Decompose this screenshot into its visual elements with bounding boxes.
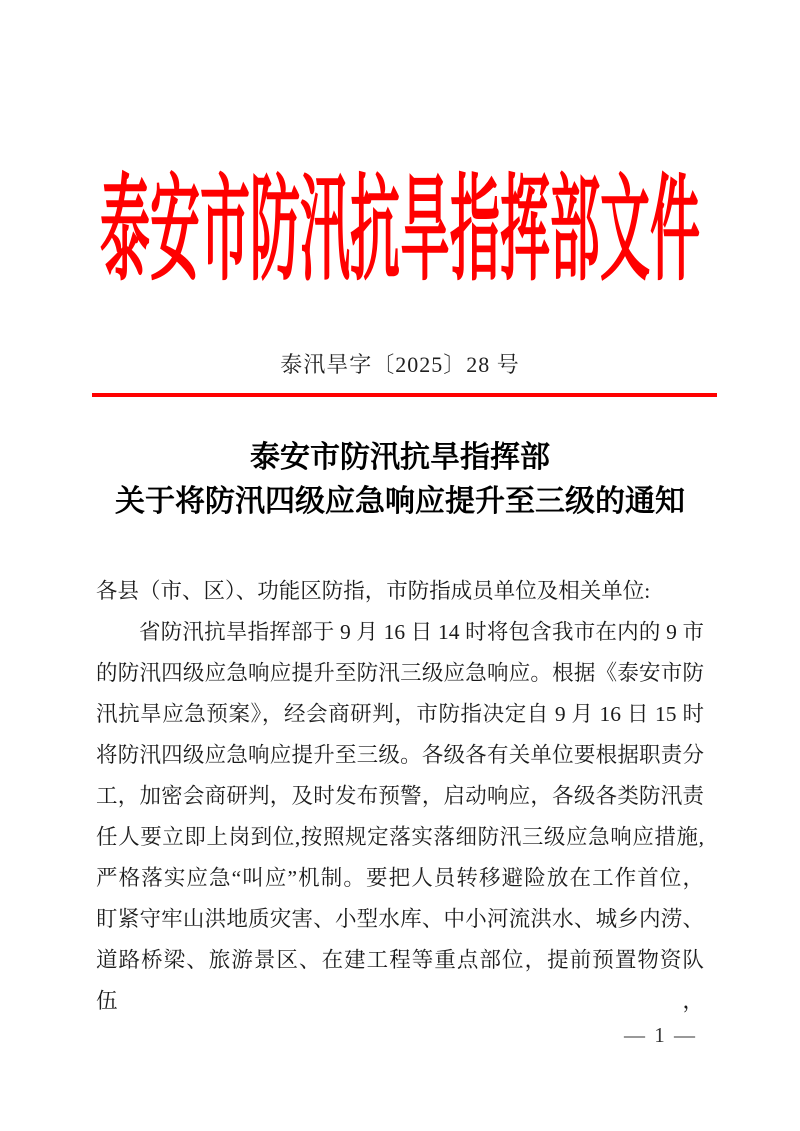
body-text-line: 任人要立即上岗到位,按照规定落实落细防汛三级应急响应措施,	[96, 825, 704, 849]
body-text-line: 工，加密会商研判，及时发布预警，启动响应，各级各类防汛责	[96, 784, 704, 808]
body-text-line: 盯紧守牢山洪地质灾害、小型水库、中小河流洪水、城乡内涝、	[96, 907, 704, 931]
body-paragraph	[96, 612, 704, 1022]
body-text-line: 道路桥梁、旅游景区、在建工程等重点部位，提前预置物资队伍，	[96, 948, 704, 1013]
red-header-banner	[0, 165, 800, 295]
document-number: 泰汛旱字〔2025〕28 号	[280, 352, 520, 377]
body-text-line: 将防汛四级应急响应提升至三级。各级各有关单位要根据职责分	[96, 743, 704, 767]
document-title-line2: 关于将防汛四级应急响应提升至三级的通知	[115, 485, 685, 518]
red-header-title: 泰安市防汛抗旱指挥部文件	[100, 165, 700, 295]
salutation-line: 各县（市、区）、功能区防指，市防指成员单位及相关单位:	[96, 579, 651, 603]
document-title	[0, 436, 800, 524]
document-body	[96, 571, 704, 1022]
page-number: — 1 —	[624, 1023, 697, 1047]
document-title-line1: 泰安市防汛抗旱指挥部	[250, 441, 550, 474]
body-text-line: 的防汛四级应急响应提升至防汛三级应急响应。根据《泰安市防	[96, 661, 704, 685]
body-text-line: 省防汛抗旱指挥部于 9 月 16 日 14 时将包含我市在内的 9 市	[139, 620, 704, 644]
red-divider-line	[92, 393, 717, 397]
body-text-line: 汛抗旱应急预案》，经会商研判，市防指决定自 9 月 16 日 15 时	[96, 702, 704, 726]
body-text-line: 严格落实应急“叫应”机制。要把人员转移避险放在工作首位，	[96, 866, 704, 890]
